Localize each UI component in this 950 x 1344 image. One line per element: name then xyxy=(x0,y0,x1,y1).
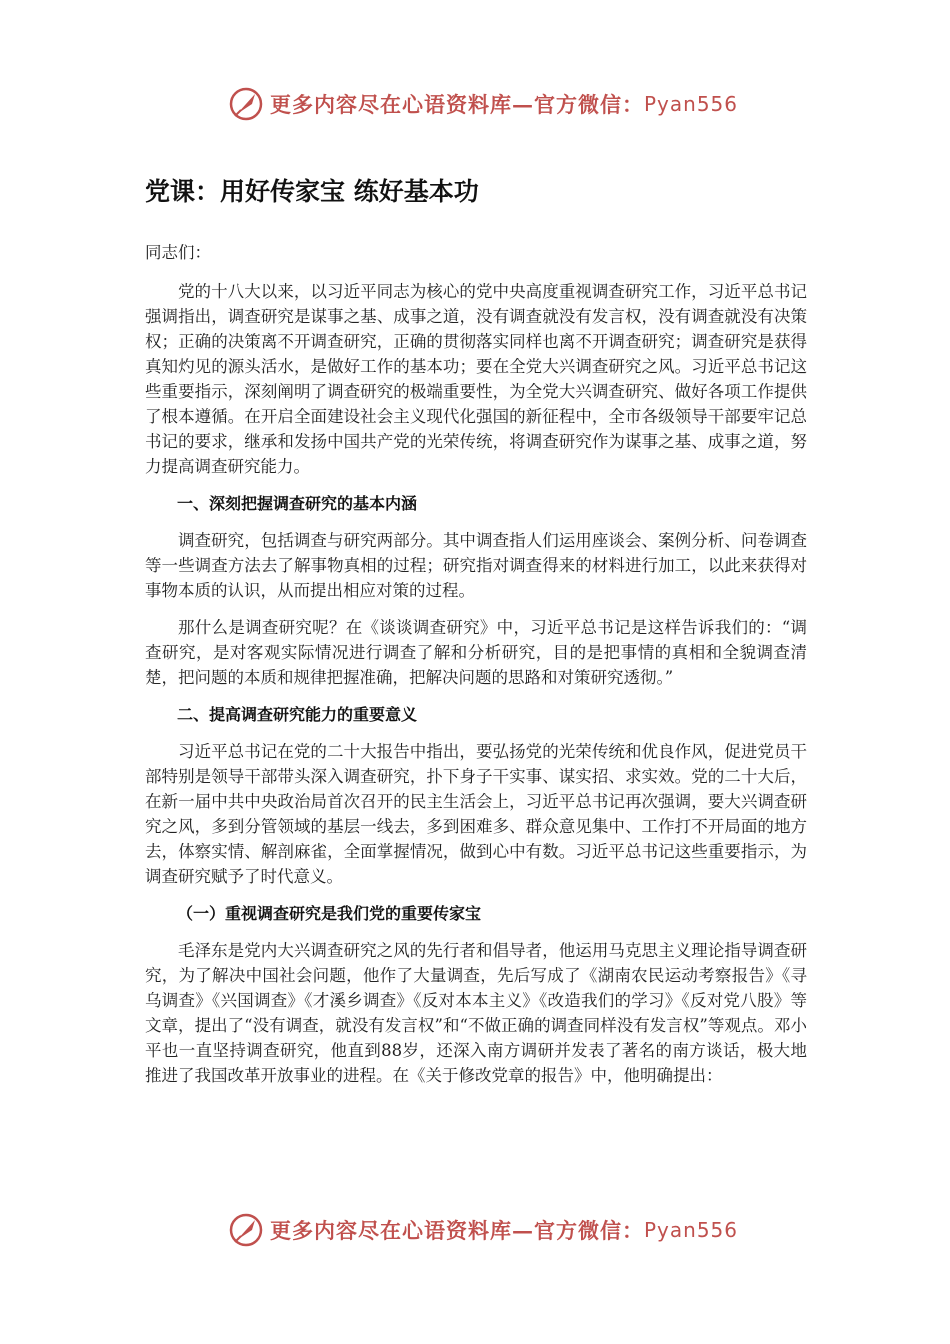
quill-logo-icon xyxy=(228,86,264,122)
banner-text: 更多内容尽在心语资料库—官方微信： xyxy=(270,1218,644,1243)
paragraph: 那什么是调查研究呢？在《谈谈调查研究》中，习近平总书记是这样告诉我们的：“调查研究，是对客观实际情况进行调查了解和分析研究，目的是把事情的真相和全貌调查清楚，把问题的本质和规律把握准确，把解决问题的思路和对策研究透彻。” xyxy=(145,618,807,687)
document-body xyxy=(145,172,807,1100)
paragraph: 调查研究，包括调查与研究两部分。其中调查指人们运用座谈会、案例分析、问卷调查等一些调查方法去了解事物真相的过程；研究指对调查得来的材料进行加工，以此来获得对事物本质的认识，从而提出相应对策的过程。 xyxy=(145,531,807,600)
header-banner xyxy=(228,84,748,124)
banner-contact: Pyan556 xyxy=(644,92,739,116)
section-heading: 二、提高调查研究能力的重要意义 xyxy=(177,705,418,724)
paragraph: 党的十八大以来，以习近平同志为核心的党中央高度重视调查研究工作，习近平总书记强调指出，调查研究是谋事之基、成事之道，没有调查就没有发言权，没有调查就没有决策权；正确的决策离不开调查研究，正确的贯彻落实同样也离不开调查研究；调查研究是获得真知灼见的源头活水，是做好工作的基本功；要在全党大兴调查研究之风。习近平总书记这些重要指示，深刻阐明了调查研究的极端重要性，为全党大兴调查研究、做好各项工作提供了根本遵循。在开启全面建设社会主义现代化强国的新征程中，全市各级领导干部要牢记总书记的要求，继承和发扬中国共产党的光荣传统，将调查研究作为谋事之基、成事之道，努力提高调查研究能力。 xyxy=(145,282,807,476)
paragraph: 习近平总书记在党的二十大报告中指出，要弘扬党的光荣传统和优良作风，促进党员干部特别是领导干部带头深入调查研究，扑下身子干实事、谋实招、求实效。党的二十大后，在新一届中共中央政治局首次召开的民主生活会上，习近平总书记再次强调，要大兴调查研究之风，多到分管领域的基层一线去，多到困难多、群众意见集中、工作打不开局面的地方去，体察实情、解剖麻雀，全面掌握情况，做到心中有数。习近平总书记这些重要指示，为调查研究赋予了时代意义。 xyxy=(145,742,807,886)
footer-banner xyxy=(228,1210,748,1250)
paragraph: 毛泽东是党内大兴调查研究之风的先行者和倡导者，他运用马克思主义理论指导调查研究，为了解决中国社会问题，他作了大量调查，先后写成了《湖南农民运动考察报告》《寻乌调查》《兴国调查》《才溪乡调查》《反对本本主义》《改造我们的学习》《反对党八股》等文章，提出了“没有调查，就没有发言权”和“不做正确的调查同样没有发言权”等观点。邓小平也一直坚持调查研究，他直到88岁，还深入南方调研并发表了著名的南方谈话，极大地推进了我国改革开放事业的进程。在《关于修改党章的报告》中，他明确提出： xyxy=(145,941,807,1085)
banner-contact: Pyan556 xyxy=(644,1218,739,1242)
greeting: 同志们： xyxy=(145,243,211,262)
subsection-heading: （一）重视调查研究是我们党的重要传家宝 xyxy=(177,904,482,923)
document-title: 党课：用好传家宝 练好基本功 xyxy=(145,177,479,206)
section-heading: 一、深刻把握调查研究的基本内涵 xyxy=(177,494,418,513)
banner-text: 更多内容尽在心语资料库—官方微信： xyxy=(270,92,644,117)
quill-logo-icon xyxy=(228,1212,264,1248)
